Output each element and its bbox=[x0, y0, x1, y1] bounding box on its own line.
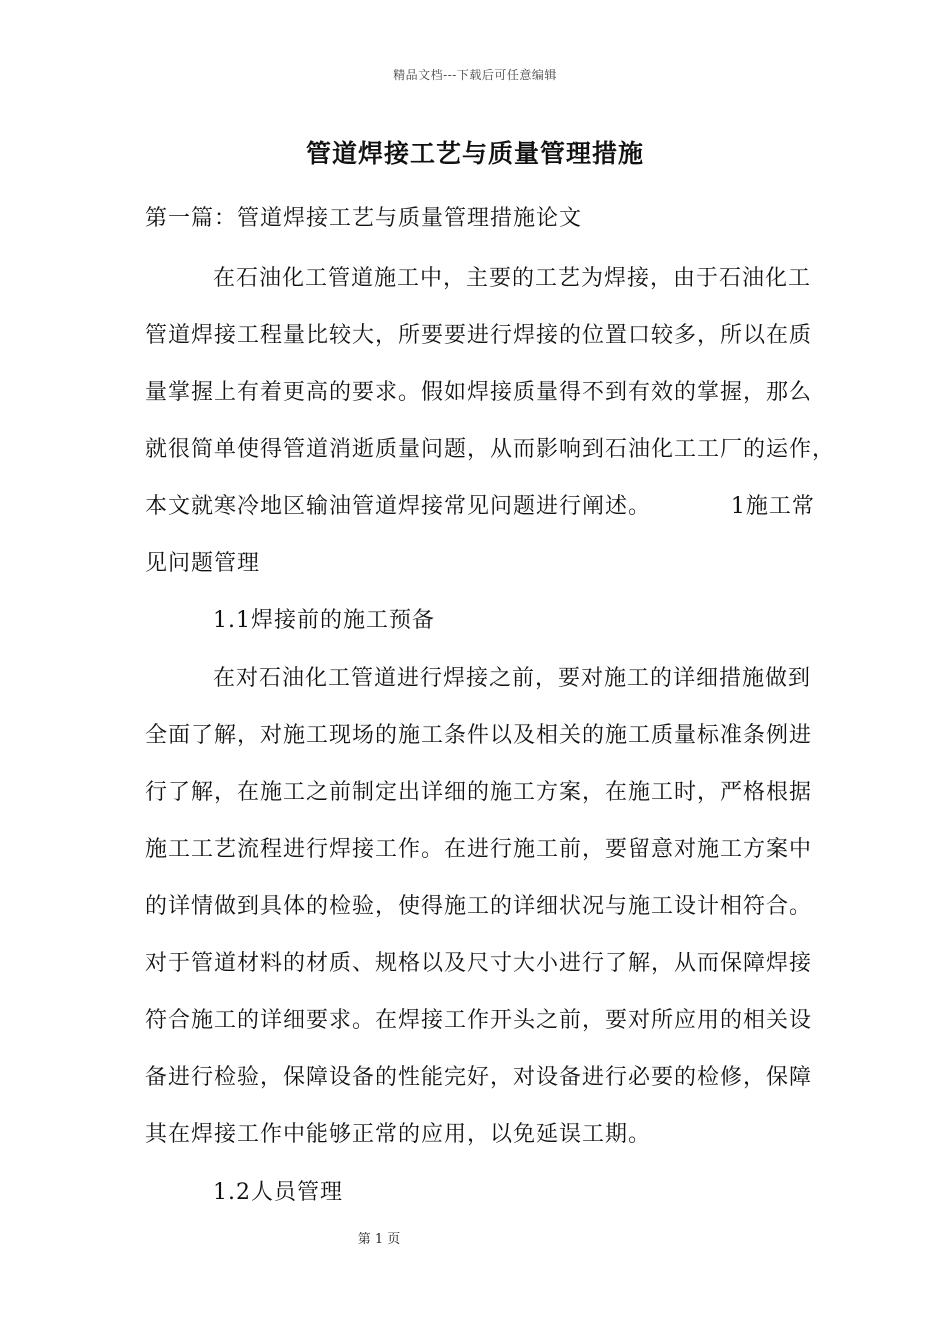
page-header: 精品文档---下载后可任意编辑 bbox=[393, 68, 557, 82]
paragraph-line: 管道焊接工程量比较大，所要要进行焊接的位置口较多，所以在质 bbox=[145, 323, 813, 348]
paragraph-line: 符合施工的详细要求。在焊接工作开头之前，要对所应用的相关设 bbox=[145, 1008, 813, 1033]
section-heading: 1.2人员管理 bbox=[213, 1180, 343, 1205]
paragraph-line: 施工工艺流程进行焊接工作。在进行施工前，要留意对施工方案中 bbox=[145, 837, 813, 862]
paragraph-line: 在对石油化工管道进行焊接之前，要对施工的详细措施做到 bbox=[213, 666, 812, 691]
paragraph-line: 备进行检验，保障设备的性能完好，对设备进行必要的检修，保障 bbox=[145, 1065, 813, 1090]
paragraph-line: 全面了解，对施工现场的施工条件以及相关的施工质量标准条例进 bbox=[145, 723, 813, 748]
document-title: 管道焊接工艺与质量管理措施 bbox=[305, 139, 644, 168]
paragraph-line: 见问题管理 bbox=[145, 551, 261, 576]
paragraph-line: 本文就寒冷地区输油管道焊接常见问题进行阐述。 1施工常 bbox=[145, 494, 815, 519]
paragraph-line: 对于管道材料的材质、规格以及尺寸大小进行了解，从而保障焊接 bbox=[145, 951, 813, 976]
paragraph-line: 的详情做到具体的检验，使得施工的详细状况与施工设计相符合。 bbox=[145, 894, 813, 919]
paragraph-line: 就很简单使得管道消逝质量问题，从而影响到石油化工工厂的运作， bbox=[145, 437, 836, 462]
page-number: 第 1 页 bbox=[357, 1232, 401, 1247]
paragraph-line: 其在焊接工作中能够正常的应用，以免延误工期。 bbox=[145, 1122, 652, 1147]
section-subtitle: 第一篇：管道焊接工艺与质量管理措施论文 bbox=[145, 206, 583, 231]
paragraph-line: 在石油化工管道施工中，主要的工艺为焊接，由于石油化工 bbox=[213, 266, 812, 291]
section-heading: 1.1焊接前的施工预备 bbox=[213, 608, 435, 633]
paragraph-line: 行了解，在施工之前制定出详细的施工方案，在施工时，严格根据 bbox=[145, 780, 813, 805]
paragraph-line: 量掌握上有着更高的要求。假如焊接质量得不到有效的掌握，那么 bbox=[145, 380, 813, 405]
